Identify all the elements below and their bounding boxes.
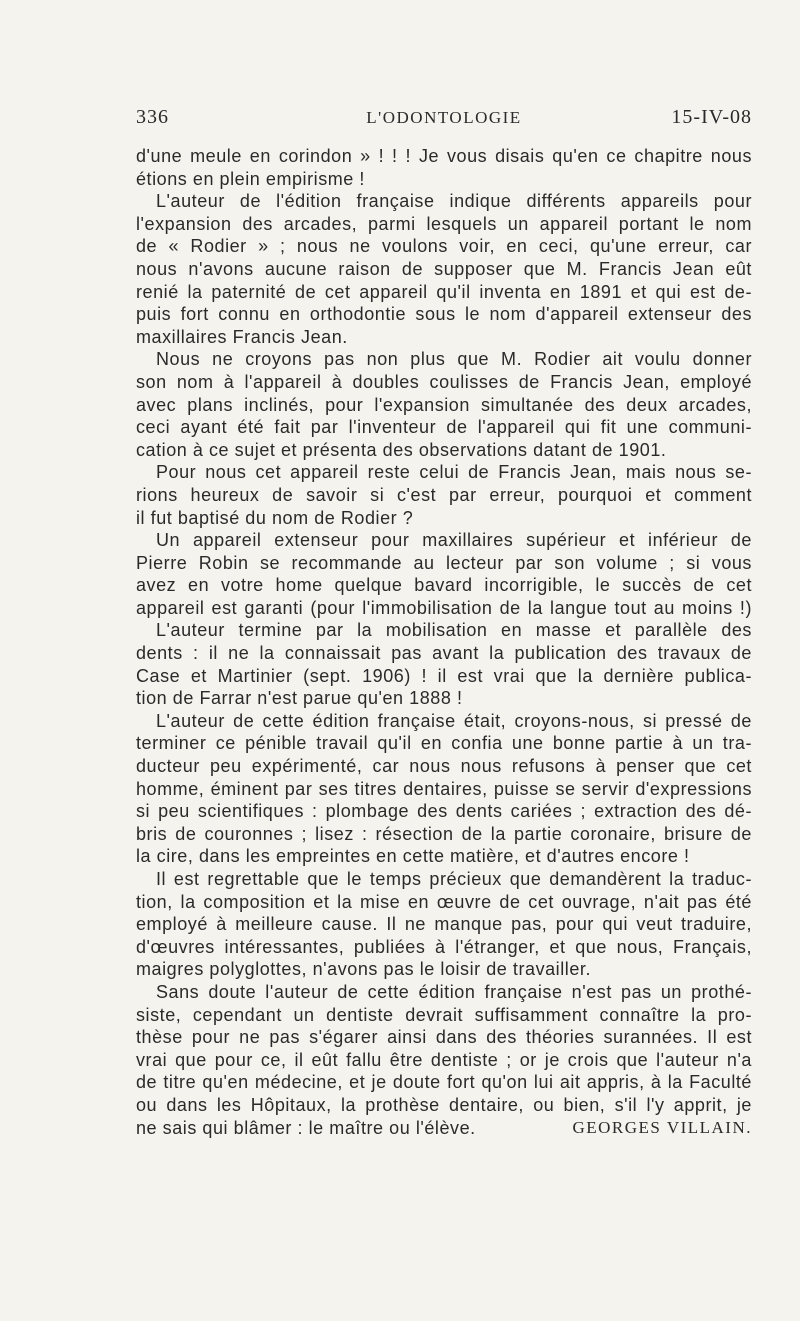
text-line: maigres polyglottes, n'avons pas le loisir de travailler. bbox=[136, 959, 591, 980]
text-line: renié la paternité de cet appareil qu'il inventa en 1891 et qui est de- bbox=[136, 281, 752, 302]
issue-date: 15-IV-08 bbox=[671, 106, 752, 128]
article-body bbox=[136, 145, 752, 1139]
text-line: tion, la composition et la mise en œuvre de cet ouvrage, n'ait pas été bbox=[136, 891, 752, 912]
text-line: employé à meilleure cause. Il ne manque pas, pour qui veut traduire, bbox=[136, 914, 752, 935]
closing-line bbox=[136, 1117, 752, 1140]
text-line: homme, éminent par ses titres dentaires, puisse se servir d'expressions bbox=[136, 778, 752, 799]
running-header bbox=[136, 106, 752, 136]
text-line: d'une meule en corindon » ! ! ! Je vous disais qu'en ce chapitre nous bbox=[136, 146, 752, 166]
author-signature: GEORGES VILLAIN. bbox=[572, 1117, 752, 1137]
text-line: ou dans les Hôpitaux, la prothèse dentaire, ou bien, s'il l'y apprit, je bbox=[136, 1094, 752, 1115]
text-line: de titre qu'en médecine, et je doute fort qu'on lui ait appris, à la Faculté bbox=[136, 1072, 752, 1093]
text-line: Sans doute l'auteur de cette édition française n'est pas un prothé- bbox=[156, 981, 752, 1002]
text-line: son nom à l'appareil à doubles coulisses de Francis Jean, employé bbox=[136, 371, 752, 392]
text-line: avez en votre home quelque bavard incorrigible, le succès de cet bbox=[136, 575, 752, 596]
text-line: il fut baptisé du nom de Rodier ? bbox=[136, 507, 414, 528]
text-line: ceci ayant été fait par l'inventeur de l'appareil qui fit une communi- bbox=[136, 417, 752, 438]
text-line: Pour nous cet appareil reste celui de Francis Jean, mais nous se- bbox=[156, 462, 752, 483]
text-line: rions heureux de savoir si c'est par erreur, pourquoi et comment bbox=[136, 484, 752, 505]
text-line: L'auteur termine par la mobilisation en masse et parallèle des bbox=[156, 620, 752, 641]
text-line: nous n'avons aucune raison de supposer que M. Francis Jean eût bbox=[136, 258, 752, 279]
text-line: avec plans inclinés, pour l'expansion simultanée des deux arcades, bbox=[136, 394, 752, 415]
text-line: la cire, dans les empreintes en cette matière, et d'autres encore ! bbox=[136, 846, 690, 867]
text-line: de « Rodier » ; nous ne voulons voir, en ceci, qu'une erreur, car bbox=[136, 236, 752, 257]
text-line: tion de Farrar n'est parue qu'en 1888 ! bbox=[136, 688, 463, 709]
text-line: appareil est garanti (pour l'immobilisation de la langue tout au moins !) bbox=[136, 597, 752, 618]
page-number: 336 bbox=[136, 106, 169, 128]
text-line: dents : il ne la connaissait pas avant la publication des travaux de bbox=[136, 643, 752, 664]
text-line: bris de couronnes ; lisez : résection de la partie coronaire, brisure de bbox=[136, 823, 752, 844]
text-line: Case et Martinier (sept. 1906) ! il est vrai que la dernière publica- bbox=[136, 665, 752, 686]
text-line: vrai que pour ce, il eût fallu être dentiste ; or je crois que l'auteur n'a bbox=[136, 1049, 752, 1070]
text-line: ducteur peu expérimenté, car nous nous refusons à penser que cet bbox=[136, 756, 752, 777]
text-line: Un appareil extenseur pour maxillaires supérieur et inférieur de bbox=[156, 530, 752, 551]
text-line: terminer ce pénible travail qu'il en confia une bonne partie à un tra- bbox=[136, 733, 752, 754]
text-line: Pierre Robin se recommande au lecteur par son volume ; si vous bbox=[136, 552, 752, 573]
text-line: cation à ce sujet et présenta des observations datant de 1901. bbox=[136, 439, 667, 460]
text-line: si peu scientifiques : plombage des dents cariées ; extraction des dé- bbox=[136, 801, 752, 822]
text-line: Il est regrettable que le temps précieux que demandèrent la traduc- bbox=[156, 869, 752, 889]
text-line: thèse pour ne pas s'égarer ainsi dans des théories surannées. Il est bbox=[136, 1027, 752, 1048]
journal-title: L'ODONTOLOGIE bbox=[366, 108, 522, 127]
closing-text: ne sais qui blâmer : le maître ou l'élève. bbox=[136, 1117, 476, 1138]
text-line: L'auteur de cette édition française était, croyons-nous, si pressé de bbox=[156, 710, 752, 731]
text-line: d'œuvres intéressantes, publiées à l'étranger, et que nous, Français, bbox=[136, 936, 752, 957]
text-line: étions en plein empirisme ! bbox=[136, 168, 365, 189]
text-line: l'expansion des arcades, parmi lesquels un appareil portant le nom bbox=[136, 213, 752, 234]
text-line: siste, cependant un dentiste devrait suffisamment connaître la pro- bbox=[136, 1004, 752, 1025]
text-line: Nous ne croyons pas non plus que M. Rodier ait voulu donner bbox=[156, 349, 752, 370]
text-line: puis fort connu en orthodontie sous le nom d'appareil extenseur des bbox=[136, 304, 752, 325]
text-line: maxillaires Francis Jean. bbox=[136, 326, 348, 347]
text-line: L'auteur de l'édition française indique différents appareils pour bbox=[156, 191, 752, 212]
